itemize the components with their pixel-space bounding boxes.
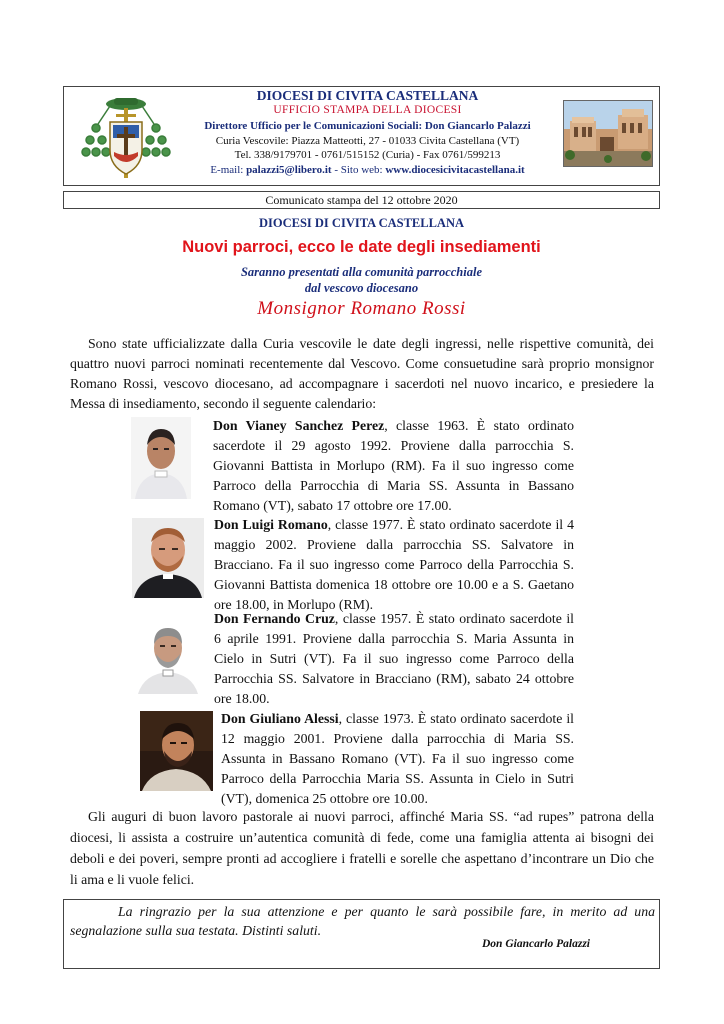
headline: Nuovi parroci, ecco le date degli insediamenti (182, 238, 541, 256)
closing-text: La ringrazio per la sua attenzione e per quanto le sarà possibile fare, in merito ad una segnalazione sulla sua testata. Distinti saluti. (70, 904, 655, 938)
diocese-title: DIOCESI DI CIVITA CASTELLANA (258, 216, 465, 230)
priest-photo-3 (138, 612, 198, 694)
priest-text-1: , classe 1963. È stato ordinato sacerdote il 29 agosto 1992. Proviene dalla parrocchia S. Giovanni Battista in Morlupo (RM). Fa il suo ingresso come Parroco della Parrocchia di Maria SS. Assunta in Bassano Romano (VT), sabato 17 ottobre ore 17.00. (213, 418, 574, 513)
priest-photo-2 (132, 518, 204, 598)
priest-entry-2 (214, 515, 574, 615)
bishop-name: Monsignor Romano Rossi (257, 298, 466, 319)
priest-entry-4 (221, 709, 574, 809)
priest-photo-4 (140, 711, 213, 791)
priest-text-4: , classe 1973. È stato ordinato sacerdote il 12 maggio 2001. Proviene dalla parrocchia di Maria SS. Assunta in Bassano Romano (VT). Fa il suo ingresso come Parroco della Parrocchia Maria SS. Assunta in Cielo in Sutri (VT), domenica 25 ottobre ore 10.00. (221, 711, 574, 806)
subtitle-line-1: Saranno presentati alla comunità parrocchiale (240, 265, 482, 279)
intro-paragraph: Sono state ufficializzate dalla Curia vescovile le date degli ingressi, nelle rispettive comunità, dei quattro nuovi parroci nominati recentemente dal Vescovo. Come consuetudine sarà proprio monsignor Romano Rossi, vescovo diocesano, ad accompagnare i sacerdoti nel nuovo incarico, e presiedere la Messa di insediamento, secondo il seguente calendario: (70, 336, 654, 411)
priest-name-3: Don Fernando Cruz (214, 611, 335, 626)
priest-name-2: Don Luigi Romano (214, 517, 328, 532)
closing-paragraph: Gli auguri di buon lavoro pastorale ai nuovi parroci, affinché Maria SS. “ad rupes” patrona della diocesi, li assista a costruire un’autentica comunità di fede, come una famiglia attenta ai bisogni dei deboli e dei poveri, sempre pronti ad accogliere i fratelli e sorelle che aspettano d’incontrare un Dio che li ama e li vuole felici. (70, 809, 654, 887)
subtitle-line-2: dal vescovo diocesano (304, 281, 419, 295)
letterhead-office: UFFICIO STAMPA DELLA DIOCESI (273, 104, 462, 116)
priest-entry-3 (214, 609, 574, 709)
press-release-date: Comunicato stampa del 12 ottobre 2020 (63, 191, 660, 209)
letterhead-contacts (175, 164, 560, 176)
diocese-coat-of-arms-icon (80, 94, 172, 182)
priest-photo-1 (131, 417, 191, 499)
letterhead-phones: Tel. 338/9179701 - 0761/515152 (Curia) - Fax 0761/599213 (234, 149, 501, 161)
letterhead-diocese: DIOCESI DI CIVITA CASTELLANA (256, 88, 479, 103)
priest-text-2: , classe 1977. È stato ordinato sacerdote il 4 maggio 2002. Proviene dalla parrocchia SS. Salvatore in Bracciano. Fa il suo ingresso come Parroco della Parrocchia S. Giovanni Battista domenica 18 ottobre ore 10.00 e a S. Gaetano ore 18.00, in Morlupo (RM). (214, 517, 574, 612)
priest-text-3: , classe 1957. È stato ordinato sacerdote il 6 aprile 1991. Proviene dalla parrocchia S. Maria Assunta in Cielo in Sutri (VT). Fa il suo ingresso come Parroco della Parrocchia SS. Salvatore in Bracciano (RM), sabato 24 ottobre ore 18.00. (214, 611, 574, 706)
website-link[interactable]: www.diocesicivitacastellana.it (385, 164, 525, 176)
email-prefix: E-mail: (210, 164, 247, 176)
web-prefix: - Sito web: (331, 164, 386, 176)
signature: Don Giancarlo Palazzi (482, 938, 590, 950)
email-link[interactable]: palazzi5@libero.it (246, 164, 332, 176)
cathedral-photo (563, 100, 653, 167)
letterhead-address: Curia Vescovile: Piazza Matteotti, 27 - 01033 Civita Castellana (VT) (215, 135, 520, 147)
priest-name-4: Don Giuliano Alessi (221, 711, 339, 726)
priest-name-1: Don Vianey Sanchez Perez (213, 418, 385, 433)
priest-entry-1 (213, 416, 574, 516)
letterhead-director: Direttore Ufficio per le Comunicazioni Sociali: Don Giancarlo Palazzi (204, 120, 531, 132)
